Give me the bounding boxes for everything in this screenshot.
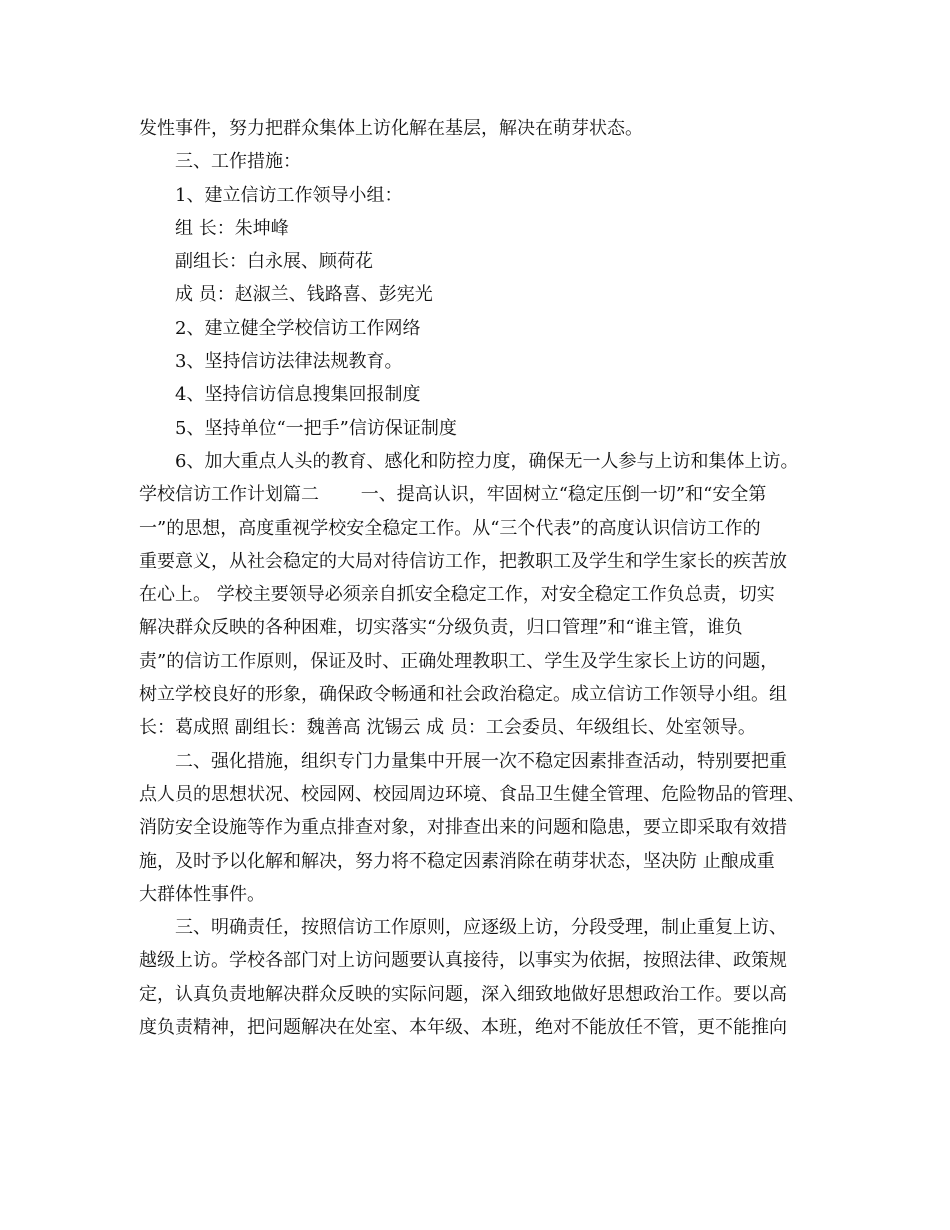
text-line: 重要意义，从社会稳定的大局对待信访工作，把教职工及学生和学生家长的疾苦放 bbox=[139, 550, 787, 572]
text-line: 消防安全设施等作为重点排查对象，对排查出来的问题和隐患，要立即采取有效措 bbox=[139, 817, 787, 839]
text-line: 4、坚持信访信息搜集回报制度 bbox=[175, 384, 421, 406]
text-line: 大群体性事件。 bbox=[139, 883, 265, 905]
text-line: 点人员的思想状况、校园网、校园周边环境、食品卫生健全管理、危险物品的管理、 bbox=[139, 783, 805, 805]
text-line: 学校信访工作计划篇二 一、提高认识，牢固树立“稳定压倒一切”和“安全第 bbox=[139, 484, 767, 506]
text-line: 定，认真负责地解决群众反映的实际问题，深入细致地做好思想政治工作。要以高 bbox=[139, 983, 787, 1005]
text-line: 越级上访。学校各部门对上访问题要认真接待，以事实为依据，按照法律、政策规 bbox=[139, 950, 787, 972]
text-line: 施，及时予以化解和解决，努力将不稳定因素消除在萌芽状态，坚决防 止酿成重 bbox=[139, 850, 775, 872]
text-line: 二、强化措施，组织专门力量集中开展一次不稳定因素排查活动，特别要把重 bbox=[175, 750, 787, 772]
document-body bbox=[139, 112, 815, 1044]
text-line: 1、建立信访工作领导小组： bbox=[175, 184, 403, 206]
text-line: 发性事件，努力把群众集体上访化解在基层，解决在萌芽状态。 bbox=[139, 118, 643, 139]
text-line: 成 员：赵淑兰、钱路喜、彭宪光 bbox=[175, 284, 433, 306]
text-line: 3、坚持信访法律法规教育。 bbox=[175, 351, 403, 373]
text-line: 2、建立健全学校信访工作网络 bbox=[175, 317, 421, 339]
text-line: 5、坚持单位“一把手”信访保证制度 bbox=[175, 417, 457, 439]
text-line: 三、工作措施： bbox=[175, 151, 301, 173]
text-line: 一”的思想，高度重视学校安全稳定工作。从“三个代表”的高度认识信访工作的 bbox=[139, 517, 761, 539]
text-line: 组 长：朱坤峰 bbox=[175, 217, 289, 239]
text-line: 6、加大重点人头的教育、感化和防控力度，确保无一人参与上访和集体上访。 bbox=[175, 450, 799, 472]
text-line: 三、明确责任，按照信访工作原则，应逐级上访，分段受理，制止重复上访、 bbox=[175, 917, 787, 939]
text-line: 副组长：白永展、顾荷花 bbox=[175, 251, 373, 273]
text-line: 在心上。 学校主要领导必须亲自抓安全稳定工作，对安全稳定工作负总责，切实 bbox=[139, 584, 775, 606]
text-line: 责”的信访工作原则，保证及时、正确处理教职工、学生及学生家长上访的问题， bbox=[139, 650, 779, 672]
text-line: 解决群众反映的各种困难，切实落实“分级负责，归口管理”和“谁主管，谁负 bbox=[139, 617, 743, 639]
text-line: 度负责精神，把问题解决在处室、本年级、本班，绝对不能放任不管，更不能推向 bbox=[139, 1017, 787, 1039]
text-line: 长：葛成照 副组长：魏善高 沈锡云 成 员：工会委员、年级组长、处室领导。 bbox=[139, 717, 756, 739]
text-line: 树立学校良好的形象，确保政令畅通和社会政治稳定。成立信访工作领导小组。组 bbox=[139, 684, 787, 706]
